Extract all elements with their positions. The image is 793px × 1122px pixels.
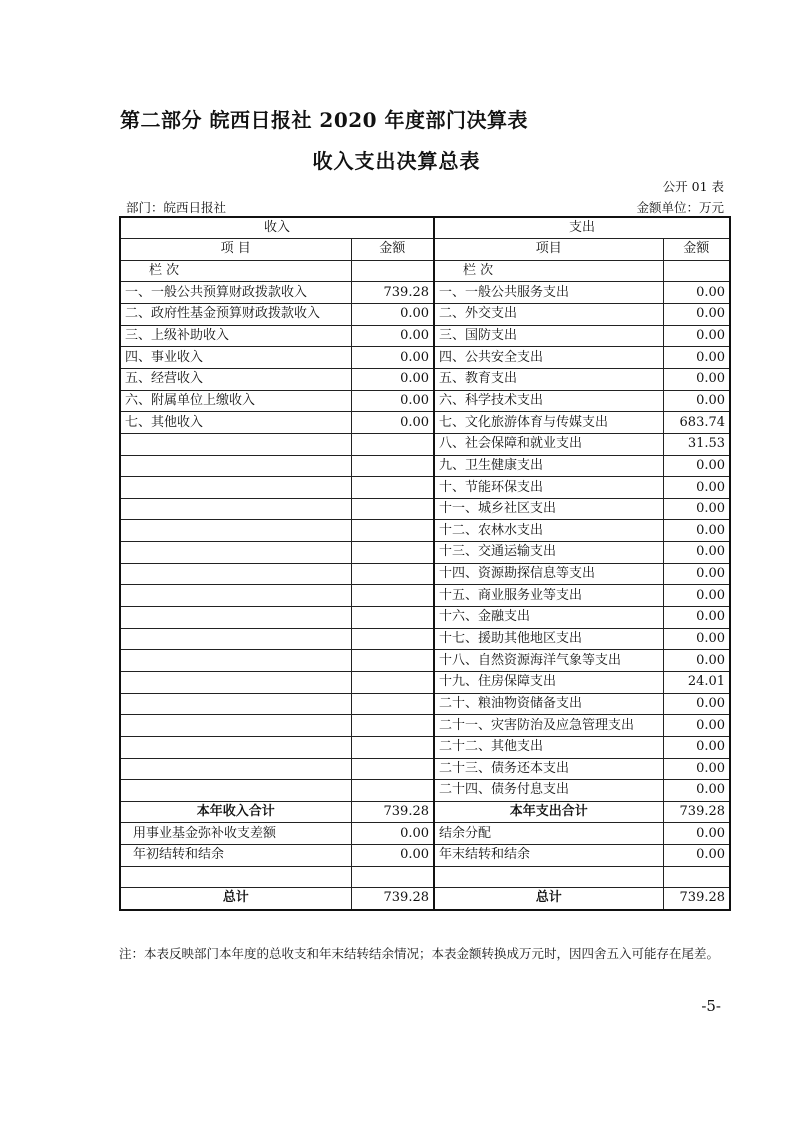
expense-amount: 0.00 [663, 715, 730, 737]
expense-item: 十八、自然资源海洋气象等支出 [434, 650, 663, 672]
lanci-row [120, 260, 730, 282]
income-amount: 739.28 [351, 888, 434, 910]
income-item [120, 433, 351, 455]
expense-amount: 0.00 [663, 845, 730, 867]
expense-amount [663, 866, 730, 888]
form-number: 公开 01 表 [662, 179, 724, 194]
income-item: 六、附属单位上缴收入 [120, 390, 351, 412]
table-row [120, 325, 730, 347]
expense-amount: 0.00 [663, 736, 730, 758]
income-amount [351, 542, 434, 564]
expense-amount: 0.00 [663, 455, 730, 477]
income-amount: 0.00 [351, 412, 434, 434]
income-amount [351, 650, 434, 672]
table-row [120, 477, 730, 499]
table-row [120, 412, 730, 434]
expense-header: 支出 [434, 217, 730, 239]
income-item [120, 498, 351, 520]
income-lanci: 栏 次 [120, 260, 351, 282]
table-row [120, 347, 730, 369]
expense-amount: 0.00 [663, 542, 730, 564]
expense-amount: 739.28 [663, 801, 730, 823]
income-amount [351, 866, 434, 888]
income-amount [351, 715, 434, 737]
income-amount [351, 455, 434, 477]
table-title: 收入支出决算总表 [312, 149, 481, 173]
income-amount: 739.28 [351, 282, 434, 304]
table-row [120, 780, 730, 802]
income-item [120, 671, 351, 693]
income-amount-header: 金额 [351, 239, 434, 261]
expense-lanci: 栏 次 [434, 260, 663, 282]
expense-amount: 0.00 [663, 477, 730, 499]
amount-unit-label: 金额单位：万元 [636, 200, 724, 215]
expense-item: 十九、住房保障支出 [434, 671, 663, 693]
expense-amount: 0.00 [663, 628, 730, 650]
expense-amount: 0.00 [663, 823, 730, 845]
income-amount [351, 628, 434, 650]
expense-item: 十三、交通运输支出 [434, 542, 663, 564]
expense-item: 十二、农林水支出 [434, 520, 663, 542]
expense-amount: 0.00 [663, 607, 730, 629]
table-row [120, 563, 730, 585]
table-row [120, 607, 730, 629]
table-row [120, 542, 730, 564]
expense-item: 十七、援助其他地区支出 [434, 628, 663, 650]
table-row [120, 715, 730, 737]
table-header-row [120, 217, 730, 239]
income-amount [351, 433, 434, 455]
income-item [120, 780, 351, 802]
expense-item: 年末结转和结余 [434, 845, 663, 867]
income-amount [351, 607, 434, 629]
income-item [120, 693, 351, 715]
table-row [120, 368, 730, 390]
income-item [120, 758, 351, 780]
income-item: 二、政府性基金预算财政拨款收入 [120, 304, 351, 326]
expense-item: 二十二、其他支出 [434, 736, 663, 758]
expense-item: 本年支出合计 [434, 801, 663, 823]
expense-item: 二十一、灾害防治及应急管理支出 [434, 715, 663, 737]
expense-item: 四、公共安全支出 [434, 347, 663, 369]
expense-amount: 0.00 [663, 758, 730, 780]
expense-amount: 0.00 [663, 563, 730, 585]
income-item: 本年收入合计 [120, 801, 351, 823]
table-row [120, 736, 730, 758]
table-row [120, 693, 730, 715]
table-row [120, 866, 730, 888]
expense-amount: 0.00 [663, 520, 730, 542]
income-item [120, 715, 351, 737]
income-amount: 0.00 [351, 347, 434, 369]
income-amount [351, 563, 434, 585]
income-item: 三、上级补助收入 [120, 325, 351, 347]
income-item [120, 607, 351, 629]
expense-amount: 31.53 [663, 433, 730, 455]
expense-item: 十一、城乡社区支出 [434, 498, 663, 520]
expense-amount: 0.00 [663, 693, 730, 715]
expense-item: 八、社会保障和就业支出 [434, 433, 663, 455]
income-lanci-blank [351, 260, 434, 282]
income-item [120, 736, 351, 758]
expense-amount: 0.00 [663, 650, 730, 672]
expense-amount: 0.00 [663, 325, 730, 347]
expense-item: 七、文化旅游体育与传媒支出 [434, 412, 663, 434]
expense-amount: 0.00 [663, 347, 730, 369]
expense-item: 六、科学技术支出 [434, 390, 663, 412]
table-row [120, 650, 730, 672]
expense-lanci-blank [663, 260, 730, 282]
income-expense-table [119, 216, 731, 911]
expense-amount-header: 金额 [663, 239, 730, 261]
income-item: 年初结转和结余 [120, 845, 351, 867]
expense-amount: 0.00 [663, 368, 730, 390]
expense-amount: 0.00 [663, 498, 730, 520]
income-amount [351, 585, 434, 607]
expense-amount: 24.01 [663, 671, 730, 693]
income-item [120, 585, 351, 607]
expense-item: 二、外交支出 [434, 304, 663, 326]
income-amount: 0.00 [351, 304, 434, 326]
expense-amount: 0.00 [663, 304, 730, 326]
income-item: 四、事业收入 [120, 347, 351, 369]
income-item [120, 520, 351, 542]
page-number: -5- [701, 997, 721, 1015]
income-amount [351, 736, 434, 758]
expense-item: 二十、粮油物资储备支出 [434, 693, 663, 715]
income-item: 五、经营收入 [120, 368, 351, 390]
table-row [120, 282, 730, 304]
page-title: 第二部分 皖西日报社 2020 年度部门决算表 [120, 108, 529, 132]
table-row [120, 845, 730, 867]
income-item [120, 628, 351, 650]
income-item [120, 455, 351, 477]
table-row [120, 823, 730, 845]
table-row [120, 520, 730, 542]
income-amount: 0.00 [351, 325, 434, 347]
table-row [120, 585, 730, 607]
income-item: 总计 [120, 888, 351, 910]
income-amount [351, 498, 434, 520]
expense-item: 三、国防支出 [434, 325, 663, 347]
expense-item [434, 866, 663, 888]
table-row [120, 433, 730, 455]
expense-amount: 0.00 [663, 585, 730, 607]
expense-item-header: 项目 [434, 239, 663, 261]
income-amount [351, 758, 434, 780]
income-header: 收入 [120, 217, 434, 239]
income-amount: 739.28 [351, 801, 434, 823]
expense-item: 一、一般公共服务支出 [434, 282, 663, 304]
income-amount: 0.00 [351, 368, 434, 390]
table-row [120, 455, 730, 477]
income-amount: 0.00 [351, 823, 434, 845]
expense-item: 结余分配 [434, 823, 663, 845]
income-amount: 0.00 [351, 390, 434, 412]
income-item [120, 650, 351, 672]
income-item [120, 542, 351, 564]
department-label: 部门：皖西日报社 [126, 200, 227, 215]
expense-item: 总计 [434, 888, 663, 910]
expense-item: 二十三、债务还本支出 [434, 758, 663, 780]
income-amount [351, 520, 434, 542]
column-header-row [120, 239, 730, 261]
table-row [120, 390, 730, 412]
year-total-row [120, 801, 730, 823]
income-item: 一、一般公共预算财政拨款收入 [120, 282, 351, 304]
expense-item: 十五、商业服务业等支出 [434, 585, 663, 607]
expense-item: 九、卫生健康支出 [434, 455, 663, 477]
expense-item: 十、节能环保支出 [434, 477, 663, 499]
expense-amount: 739.28 [663, 888, 730, 910]
table-row [120, 304, 730, 326]
income-item: 七、其他收入 [120, 412, 351, 434]
income-item [120, 563, 351, 585]
expense-item: 二十四、债务付息支出 [434, 780, 663, 802]
expense-item: 十六、金融支出 [434, 607, 663, 629]
income-amount: 0.00 [351, 845, 434, 867]
expense-amount: 0.00 [663, 390, 730, 412]
income-item-header: 项 目 [120, 239, 351, 261]
income-amount [351, 671, 434, 693]
table-row [120, 628, 730, 650]
expense-amount: 0.00 [663, 282, 730, 304]
income-item [120, 866, 351, 888]
table-row [120, 498, 730, 520]
grand-total-row [120, 888, 730, 910]
expense-amount: 683.74 [663, 412, 730, 434]
table-row [120, 671, 730, 693]
income-item [120, 477, 351, 499]
table-note: 注：本表反映部门本年度的总收支和年末结转结余情况；本表金额转换成万元时，因四舍五入可能存在尾差。 [119, 946, 720, 961]
income-item: 用事业基金弥补收支差额 [120, 823, 351, 845]
expense-item: 十四、资源勘探信息等支出 [434, 563, 663, 585]
income-amount [351, 693, 434, 715]
expense-item: 五、教育支出 [434, 368, 663, 390]
table-row [120, 758, 730, 780]
expense-amount: 0.00 [663, 780, 730, 802]
income-amount [351, 780, 434, 802]
income-amount [351, 477, 434, 499]
